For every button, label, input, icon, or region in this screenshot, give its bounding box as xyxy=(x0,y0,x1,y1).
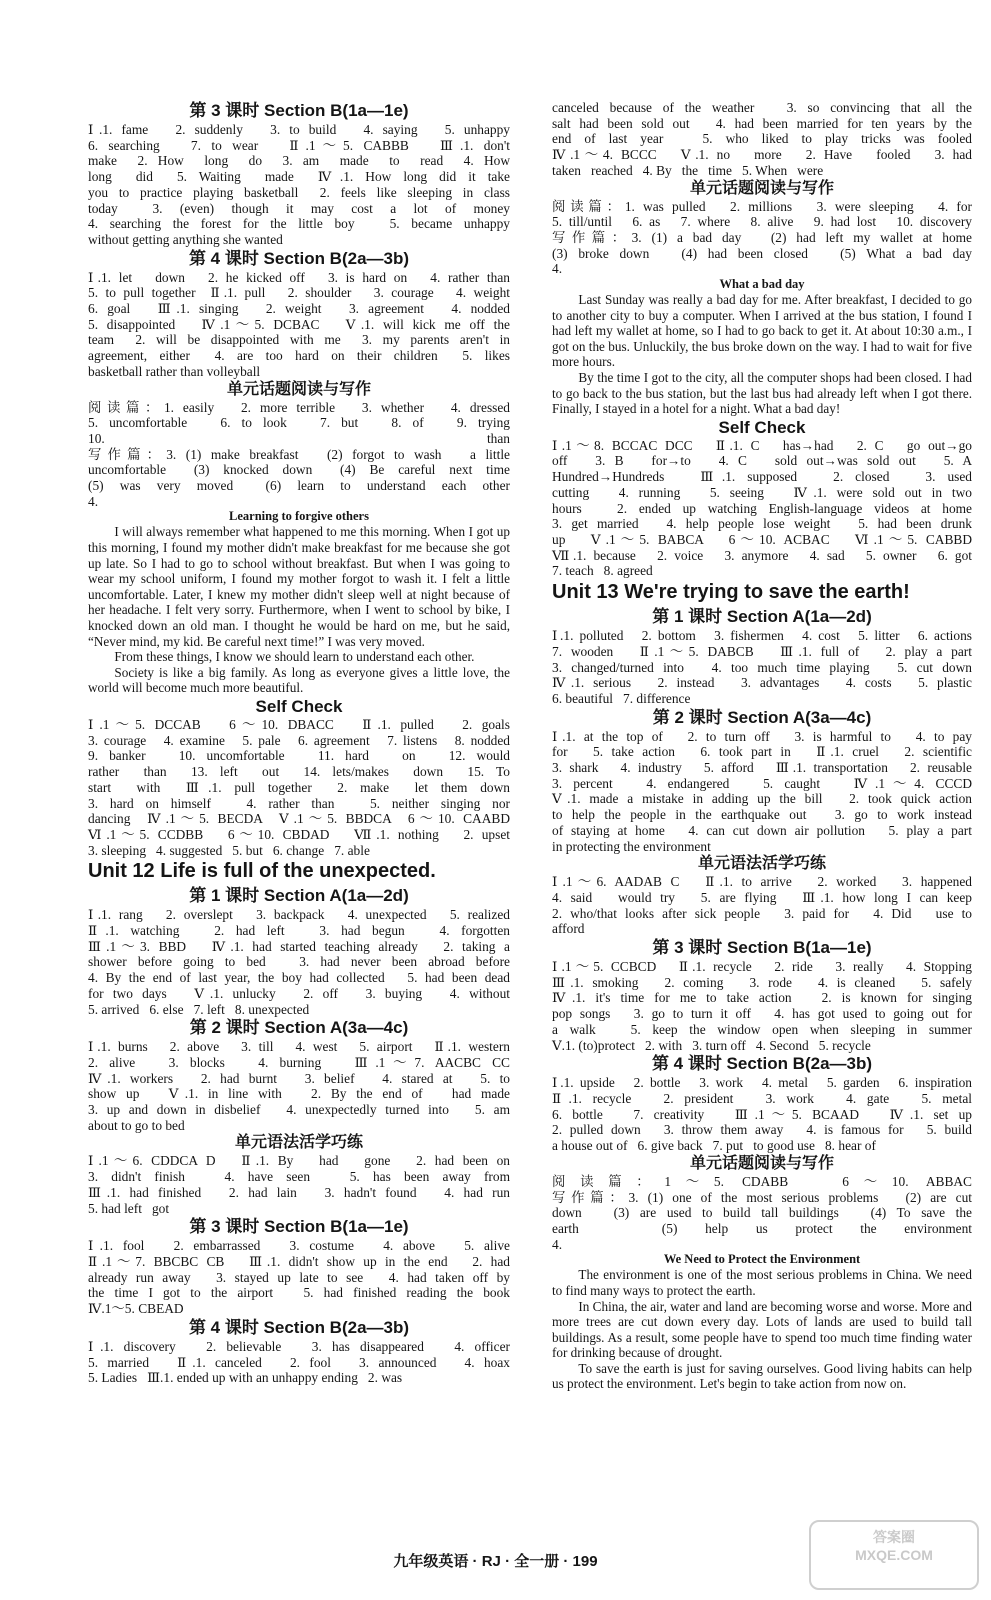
section-heading: 单元话题阅读与写作 xyxy=(689,179,834,197)
unit-heading: Unit 13 We're trying to save the earth! xyxy=(552,581,910,604)
answer-line: 7. wooden Ⅱ.1～5. DABCB Ⅲ.1. full of 2. play a part xyxy=(552,643,972,659)
answer-line: Ⅲ.1. smoking 2. coming 3. rode 4. is cleaned 5. safely xyxy=(552,974,972,990)
answer-line: start with Ⅲ.1. pull together 2. make let them down xyxy=(88,779,510,795)
answer-line: 3. didn't finish 4. have seen 5. has been away from xyxy=(88,1169,510,1185)
lesson-heading: 第 1 课时 Section A(1a—2d) xyxy=(189,886,409,906)
answer-line: Ⅰ.1. upside 2. bottle 3. work 4. metal 5. garden 6. inspiration xyxy=(552,1075,972,1091)
answer-line: 阅读篇：1～5. CDABB 6～10. ABBAC xyxy=(552,1173,972,1189)
answer-line: earth (5) help us protect the environment xyxy=(552,1220,972,1236)
answer-line: Ⅰ.1. at the top of 2. to turn off 3. is harmful to 4. to pay xyxy=(552,728,972,744)
answer-line: 7. teach 8. agreed xyxy=(552,563,653,579)
answer-line: 5. uncomfortable 6. to look 7. but 8. of 9. trying xyxy=(88,415,510,431)
answer-line: 4. By the end of last year, the boy had collected 5. had been dead xyxy=(88,970,510,986)
answer-line: 5. married Ⅱ.1. canceled 2. fool 3. announced 4. hoax xyxy=(88,1354,510,1370)
lesson-heading: 第 3 课时 Section B(1a—1e) xyxy=(189,1217,409,1237)
answer-line: 3. sleeping 4. suggested 5. but 6. change 7. able xyxy=(88,842,370,858)
answer-line: Ⅰ.1～5. CCBCD Ⅱ.1. recycle 2. ride 3. really 4. Stopping xyxy=(552,959,972,975)
answer-line: 4. said would try 5. are flying Ⅲ.1. how long I can keep xyxy=(552,889,972,905)
essay-paragraph: In China, the air, water and land are becoming worse and worse. More and more trees are cut down every day. Lots of lands are used to build tall buildings. As a result, some people have to spend too much time finding water for drinking because of drought. xyxy=(552,1298,972,1361)
answer-line: 阅读篇：1. was pulled 2. millions 3. were sleeping 4. for xyxy=(552,198,972,214)
answer-line: long did 5. Waiting made Ⅳ.1. How long did it take xyxy=(88,169,510,185)
section-heading: 单元语法活学巧练 xyxy=(234,1134,363,1152)
answer-line: for 5. take action 6. took part in Ⅱ.1. cruel 2. scientific xyxy=(552,744,972,760)
self-check-heading: Self Check xyxy=(255,697,343,716)
essay-paragraph: By the time I got to the city, all the computer shops had been closed. I had to go back to the bus station, but the last bus had already left when I got there. Finally, I stayed in a hotel for a night. What a bad day! xyxy=(552,370,972,417)
answer-line: canceled because of the weather 3. so convincing that all the xyxy=(552,100,972,115)
answer-line: 5. Ladies Ⅲ.1. ended up with an unhappy ending 2. was xyxy=(88,1370,403,1386)
answer-line: shower before going to bed 3. had never been abroad before xyxy=(88,954,510,970)
answer-line: about to go to bed xyxy=(88,1117,185,1133)
answer-line: taken reached 4. By the time 5. When were xyxy=(552,162,824,178)
answer-line: 4. xyxy=(88,493,99,509)
watermark-line-2: MXQE.COM xyxy=(855,1547,933,1563)
answer-line: 3. changed/turned into 4. too much time playing 5. cut down xyxy=(552,659,972,675)
answer-line: Ⅳ.1～4. BCCC Ⅴ.1. no more 2. Have fooled 3. had xyxy=(552,147,972,163)
answer-line: Ⅳ.1～5. CBEAD xyxy=(88,1301,184,1317)
answer-line: 5. disappointed Ⅳ.1～5. DCBAC Ⅴ.1. will kick me off the xyxy=(88,316,510,332)
answer-line: 10. than xyxy=(88,430,510,446)
answer-line: (5) was very moved (6) learn to understand each other xyxy=(88,478,510,494)
answer-line: Ⅰ.1. fame 2. suddenly 3. to build 4. saying 5. unhappy xyxy=(88,122,510,137)
answer-line: Ⅳ.1. serious 2. instead 3. advantages 4. costs 5. plastic xyxy=(552,675,972,691)
answer-line: rather than 13. left out 14. lets/makes down 15. To xyxy=(88,764,510,780)
answer-line: Ⅲ.1. had finished 2. had lain 3. hadn't found 4. had run xyxy=(88,1184,510,1200)
essay-title: We Need to Protect the Environment xyxy=(663,1252,861,1267)
essay-paragraph: Last Sunday was really a bad day for me. After breakfast, I decided to go to another city to buy a computer. When I arrived at the bus station, I found I had left my wallet at home, so I had to go back to get it. At about 10:30 a.m., I got on the bus. Unluckily, the bus broke down on the way. I had to wait for five more hours. xyxy=(552,292,972,370)
essay-paragraph: I will always remember what happened to me this morning. When I got up this morning, I found my mother didn't make breakfast for me because she got up late. So I had to go to school without breakfast. But when I was going to wear my school uniform, I found my mother forgot to wash it. I felt a little uncomfortable. Later, I knew my mother didn't sleep well at night because of her headache. I felt very sorry. Furthermore, when I went to school by bike, I knocked down an old man. I thought he would be hard on me, but he said, “Never mind, my kid. Be careful next time!” I was very moved. xyxy=(88,524,510,649)
answer-line: 6. bottle 7. creativity Ⅲ.1～5. BCAAD Ⅳ.1. set up xyxy=(552,1106,972,1122)
answer-line: 3. up and down in disbelief 4. unexpectedly turned into 5. am xyxy=(88,1102,510,1118)
answer-line: Ⅰ.1～6. AADAB C Ⅱ.1. to arrive 2. worked 3. happened xyxy=(552,874,972,890)
lesson-heading: 第 2 课时 Section A(3a—4c) xyxy=(189,1018,409,1038)
answer-line: show up Ⅴ.1. in line with 2. By the end of had made xyxy=(88,1086,510,1102)
answer-line: Ⅰ.1. discovery 2. believable 3. has disappeared 4. officer xyxy=(88,1338,510,1354)
answer-line: 写作篇：3. (1) a bad day (2) had left my wallet at home xyxy=(552,229,972,245)
answer-line: the time I got to the airport 5. had finished reading the book xyxy=(88,1285,510,1301)
answer-line: Ⅴ.1. made a mistake in adding up the bill 2. took quick action xyxy=(552,791,972,807)
answer-line: afford xyxy=(552,921,585,937)
section-heading: 单元话题阅读与写作 xyxy=(689,1154,834,1172)
answer-line: already run away 3. stayed up late to see 4. had taken off by xyxy=(88,1269,510,1285)
answer-line: Ⅰ.1. polluted 2. bottom 3. fishermen 4. cost 5. litter 6. actions xyxy=(552,628,972,644)
answer-line: 3. shark 4. industry 5. afford Ⅲ.1. transportation 2. reusable xyxy=(552,760,972,776)
answer-line: 2. who/that looks after sick people 3. paid for 4. Did use to xyxy=(552,905,972,921)
answer-line: Ⅱ.1. watching 2. had left 3. had begun 4. forgotten xyxy=(88,923,510,939)
essay-paragraph: Society is like a big family. As long as everyone gives a little love, the world will become much more beautiful. xyxy=(88,664,510,696)
answer-line: 3. percent 4. endangered 5. caught Ⅳ.1～4. CCCD xyxy=(552,775,972,791)
page-footer: 九年级英语 · RJ · 全一册 · 199 xyxy=(393,1553,598,1570)
answer-line: 6. beautiful 7. difference xyxy=(552,690,691,706)
answer-line: down (3) are used to build tall buildings (4) To save the xyxy=(552,1205,972,1221)
answer-line: Ⅳ.1. it's time for me to take action 2. is known for singing xyxy=(552,990,972,1006)
answer-line: 2. alive 3. blocks 4. burning Ⅲ.1～7. AACBC CC xyxy=(88,1054,510,1070)
answer-line: salt had been sold out 4. had been married for ten years by the xyxy=(552,115,972,131)
answer-line: Ⅱ.1～7. BBCBC CB Ⅲ.1. didn't show up in the end 2. had xyxy=(88,1253,510,1269)
answer-line: Ⅰ.1. rang 2. overslept 3. backpack 4. unexpected 5. realized xyxy=(88,907,510,923)
answer-line: basketball rather than volleyball xyxy=(88,363,261,379)
answer-line: 3. get married 4. help people lose weight 5. had been drunk xyxy=(552,516,972,532)
self-check-heading: Self Check xyxy=(718,417,806,437)
answer-line: today 3. (even) though it may cost a lot of money xyxy=(88,200,510,216)
section-heading: 单元话题阅读与写作 xyxy=(226,380,371,398)
essay-title: What a bad day xyxy=(719,277,805,292)
answer-line: agreement, either 4. are too hard on their children 5. likes xyxy=(88,348,510,364)
answer-line: in protecting the environment xyxy=(552,838,711,854)
answer-line: 9. banker 10. uncomfortable 11. hard on 12. would xyxy=(88,748,510,764)
lesson-heading: 第 4 课时 Section B(2a—3b) xyxy=(188,1317,410,1337)
answer-line: 4. xyxy=(552,1236,563,1252)
section-heading: 单元语法活学巧练 xyxy=(697,855,826,873)
answer-line: 5. till/until 6. as 7. where 8. alive 9. had lost 10. discovery xyxy=(552,214,972,230)
lesson-heading: 第 3 课时 Section B(1a—1e) xyxy=(652,938,872,958)
answer-line: for two days Ⅴ.1. unlucky 2. off 3. buying 4. without xyxy=(88,985,510,1001)
essay-paragraph: From these things, I know we should learn to understand each other. xyxy=(114,649,475,665)
essay-paragraph: To save the earth is just for saving ourselves. Good living habits can help us protect the environment. Let's begin to take action from now on. xyxy=(552,1360,972,1392)
answer-line: Ⅳ.1. workers 2. had burnt 3. belief 4. stared at 5. to xyxy=(88,1070,510,1086)
lesson-heading: 第 4 课时 Section B(2a—3b) xyxy=(651,1054,873,1074)
answer-line: end of last year 5. who liked to play tricks was fooled xyxy=(552,131,972,147)
answer-line: Ⅰ.1. burns 2. above 3. till 4. west 5. airport Ⅱ.1. western xyxy=(88,1039,510,1055)
answer-line: uncomfortable (3) knocked down (4) Be careful next time xyxy=(88,462,510,478)
answer-line: up Ⅴ.1～5. BABCA 6～10. ACBAC Ⅵ.1～5. CABBD xyxy=(552,532,972,547)
answer-line: Ⅰ.1～6. CDDCA D Ⅱ.1. By had gone 2. had been on xyxy=(88,1153,510,1169)
answer-line: 2. pulled down 3. throw them away 4. is famous for 5. build xyxy=(552,1122,972,1138)
answer-line: to help the people in the earthquake out 3. go to work instead xyxy=(552,807,972,823)
answer-line: Ⅵ.1～5. CCDBB 6～10. CBDAD Ⅶ.1. nothing 2. upset xyxy=(88,826,510,842)
answer-line: Ⅰ.1. fool 2. embarrassed 3. costume 4. above 5. alive xyxy=(88,1238,510,1254)
answer-line: Hundred→Hundreds Ⅲ.1. supposed 2. closed 3. used xyxy=(552,469,972,485)
answer-line: 写作篇：3. (1) one of the most serious problems (2) are cut xyxy=(552,1189,972,1205)
answer-line: a house out of 6. give back 7. put to good use 8. hear of xyxy=(552,1138,876,1154)
answer-line: 3. courage 4. examine 5. pale 6. agreement 7. listens 8. nodded xyxy=(88,732,510,748)
answer-line: 5. had left got xyxy=(88,1200,170,1216)
answer-line: Ⅴ.1. (to)protect 2. with 3. turn off 4. Second 5. recycle xyxy=(552,1037,871,1053)
answer-line: 6. searching 7. to wear Ⅱ.1～5. CABBB Ⅲ.1. don't xyxy=(88,137,510,153)
answer-line: you to practice playing basketball 2. feels like sleeping in class xyxy=(88,184,510,200)
answer-line: (3) broke down (4) had been closed (5) What a bad day xyxy=(552,245,972,261)
lesson-heading: 第 3 课时 Section B(1a—1e) xyxy=(189,101,409,120)
answer-line: Ⅶ.1. because 2. voice 3. anymore 4. sad 5. owner 6. got xyxy=(552,547,972,563)
answer-line: make 2. How long do 3. am made to read 4. How xyxy=(88,153,510,169)
left-column xyxy=(88,100,510,1386)
lesson-heading: 第 1 课时 Section A(1a—2d) xyxy=(652,607,872,627)
right-column xyxy=(552,100,972,1392)
answer-line: dancing Ⅳ.1～5. BECDA Ⅴ.1～5. BBDCA 6～10. CAABD xyxy=(88,811,510,827)
answer-line: 4. xyxy=(552,261,563,277)
answer-line: Ⅱ.1. recycle 2. president 3. work 4. gate 5. metal xyxy=(552,1090,972,1106)
watermark-line-1: 答案圈 xyxy=(873,1529,915,1545)
unit-heading: Unit 12 Life is full of the unexpected. xyxy=(88,860,436,883)
answer-line: pop songs 3. go to turn it off 4. has got used to going out for xyxy=(552,1006,972,1022)
answer-line: without getting anything she wanted xyxy=(88,231,283,247)
answer-line: 5. arrived 6. else 7. left 8. unexpected xyxy=(88,1001,310,1017)
answer-line: Ⅰ.1～8. BCCAC DCC Ⅱ.1. C has→had 2. C go out→go xyxy=(552,437,972,453)
answer-line: 4. searching the forest for the little boy 5. became unhappy xyxy=(88,216,510,232)
answer-line: a walk 5. keep the window open when sleeping in summer xyxy=(552,1021,972,1037)
lesson-heading: 第 2 课时 Section A(3a—4c) xyxy=(652,707,872,727)
essay-paragraph: The environment is one of the most serious problems in China. We need to find many ways to protect the earth. xyxy=(552,1267,972,1298)
watermark-logo xyxy=(809,1520,979,1590)
answer-line: team 2. will be disappointed with me 3. my parents aren't in xyxy=(88,332,510,348)
answer-line: off 3. B for→to 4. C sold out→was sold out 5. A xyxy=(552,453,972,469)
answer-line: Ⅲ.1～3. BBD Ⅳ.1. had started teaching already 2. taking a xyxy=(88,938,510,954)
answer-line: 写作篇：3. (1) make breakfast (2) forgot to wash a little xyxy=(88,446,510,462)
answer-line: 6. goal Ⅲ.1. singing 2. weight 3. agreement 4. nodded xyxy=(88,301,510,317)
answer-line: cutting 4. running 5. seeing Ⅳ.1. were sold out in two xyxy=(552,484,972,500)
answer-line: Ⅰ.1. let down 2. he kicked off 3. is hard on 4. rather than xyxy=(88,269,510,285)
lesson-heading: 第 4 课时 Section B(2a—3b) xyxy=(188,248,410,268)
answer-line: 5. to pull together Ⅱ.1. pull 2. shoulder 3. courage 4. weight xyxy=(88,285,510,301)
answer-line: Ⅰ.1～5. DCCAB 6～10. DBACC Ⅱ.1. pulled 2. goals xyxy=(88,717,510,732)
answer-line: 3. hard on himself 4. rather than 5. neither singing nor xyxy=(88,795,510,811)
answer-line: 阅读篇：1. easily 2. more terrible 3. whether 4. dressed xyxy=(88,399,510,415)
answer-line: hours 2. ended up watching English-language videos at home xyxy=(552,500,972,516)
essay-title: Learning to forgive others xyxy=(229,509,369,524)
answer-line: of staying at home 4. can cut down air pollution 5. play a part xyxy=(552,822,972,838)
